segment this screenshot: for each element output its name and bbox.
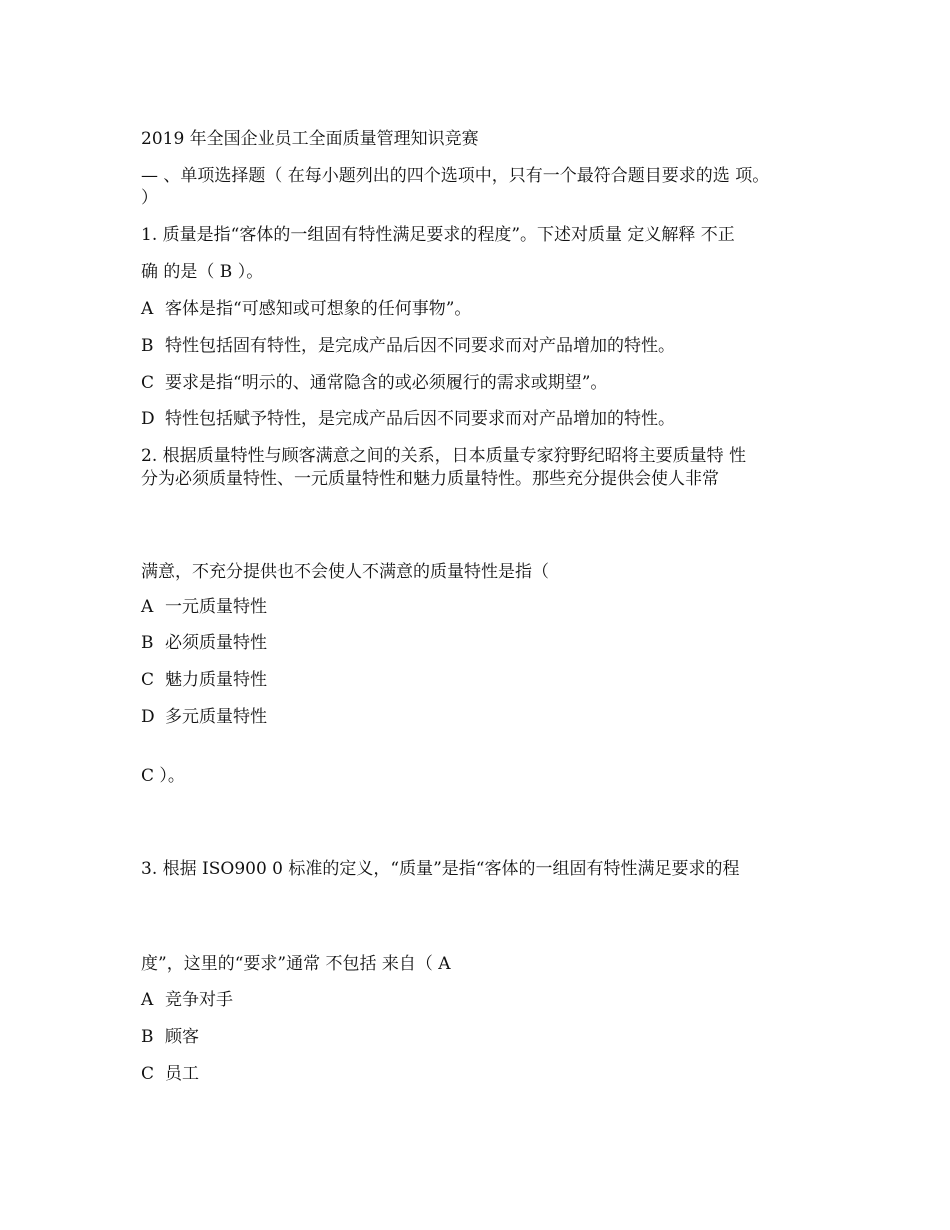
q1-option-b <box>141 336 675 356</box>
option-text: 顾客 <box>165 1027 199 1047</box>
q2-stem-line1: 2. 根据质量特性与顾客满意之间的关系，日本质量专家狩野纪昭将主要质量特 性 <box>141 446 747 466</box>
option-text: 必须质量特性 <box>165 633 267 653</box>
q1-stem-line2: 确 的是（ B ）。 <box>141 262 264 282</box>
option-letter: B <box>141 633 154 653</box>
section-heading: — 、单项选择题（ 在每小题列出的四个选项中，只有一个最符合题目要求的选 项。 <box>141 166 770 186</box>
option-text: 特性包括固有特性，是完成产品后因不同要求而对产品增加的特性。 <box>165 336 675 356</box>
q1-stem-line1: 1. 质量是指“客体的一组固有特性满足要求的程度”。下述对质量 定义解释 不正 <box>141 225 735 245</box>
q3-stem-line1: 3. 根据 ISO900 0 标准的定义，“质量”是指“客体的一组固有特性满足要求的程 <box>141 859 740 879</box>
q2-option-d <box>141 707 267 727</box>
option-letter: A <box>141 597 154 617</box>
option-text: 员工 <box>165 1064 199 1084</box>
q2-option-b <box>141 633 267 653</box>
option-text: 要求是指“明示的、通常隐含的或必须履行的需求或期望”。 <box>165 373 608 393</box>
option-letter: B <box>141 336 154 356</box>
option-text: 竞争对手 <box>165 990 233 1010</box>
document-title: 2019 年全国企业员工全面质量管理知识竞赛 <box>141 129 479 149</box>
option-text: 一元质量特性 <box>165 597 267 617</box>
q1-option-d <box>141 409 675 429</box>
option-letter: A <box>141 299 154 319</box>
section-heading-cont: ） <box>141 188 158 208</box>
option-letter: D <box>141 707 155 727</box>
option-letter: B <box>141 1027 154 1047</box>
q3-option-c <box>141 1064 199 1084</box>
option-text: 客体是指“可感知或可想象的任何事物”。 <box>165 299 472 319</box>
q3-option-b <box>141 1027 199 1047</box>
q1-option-c <box>141 373 607 393</box>
q2-stem-line3: 满意，不充分提供也不会使人不满意的质量特性是指（ <box>141 562 549 582</box>
q2-answer: C ）。 <box>141 766 185 786</box>
option-letter: C <box>141 670 155 690</box>
option-text: 魅力质量特性 <box>165 670 267 690</box>
q3-option-a <box>141 990 233 1010</box>
option-letter: A <box>141 990 154 1010</box>
option-letter: D <box>141 409 155 429</box>
q2-option-a <box>141 597 267 617</box>
q3-stem-line2: 度”，这里的“要求”通常 不包括 来自（ A <box>141 954 451 974</box>
q2-option-c <box>141 670 267 690</box>
option-text: 特性包括赋予特性，是完成产品后因不同要求而对产品增加的特性。 <box>165 409 675 429</box>
q1-option-a <box>141 299 471 319</box>
option-letter: C <box>141 373 155 393</box>
option-letter: C <box>141 1064 155 1084</box>
option-text: 多元质量特性 <box>165 707 267 727</box>
q2-stem-line2: 分为必须质量特性、一元质量特性和魅力质量特性。那些充分提供会使人非常 <box>141 469 719 489</box>
